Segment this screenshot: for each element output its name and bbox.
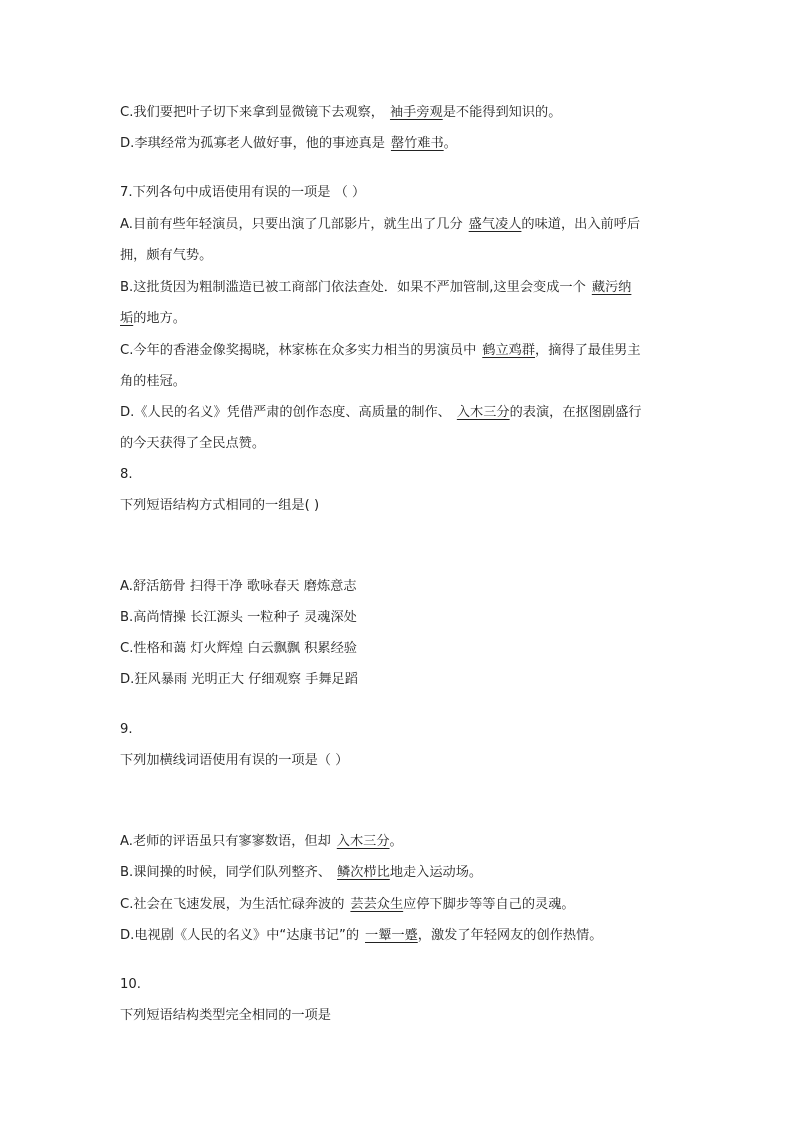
- q8-option-d: D.狂风暴雨 光明正大 仔细观察 手舞足蹈: [120, 672, 358, 687]
- q7-option-c: C.今年的香港金像奖揭晓，林家栋在众多实力相当的男演员中 鹤立鸡群，摘得了最佳男主: [120, 343, 641, 358]
- q8-number: 8.: [120, 467, 133, 482]
- q7-option-d-cont: 的今天获得了全民点赞。: [120, 436, 266, 451]
- q8-stem: 下列短语结构方式相同的一组是( ): [120, 498, 320, 513]
- underlined-term: 鳞次栉比: [337, 865, 390, 880]
- q7-option-d: D.《人民的名义》凭借严肃的创作态度、高质量的制作、 入木三分的表演，在抠图剧盛行: [120, 405, 642, 420]
- underlined-term: 垢: [120, 311, 134, 326]
- q9-option-a: A.老师的评语虽只有寥寥数语，但却 入木三分。: [120, 834, 403, 849]
- q9-option-c: C.社会在飞速发展，为生活忙碌奔波的 芸芸众生应停下脚步等等自己的灵魂。: [120, 897, 575, 912]
- underlined-term: 藏污纳: [591, 280, 632, 295]
- q10-number: 10.: [120, 977, 141, 992]
- underlined-term: 入木三分: [456, 405, 510, 420]
- q7-option-b-cont: 垢的地方。: [120, 311, 186, 326]
- q9-number: 9.: [120, 722, 133, 737]
- q7-option-a: A.目前有些年轻演员，只要出演了几部影片，就生出了几分 盛气凌人的味道，出入前呼后: [120, 217, 641, 232]
- underlined-term: 入木三分: [336, 834, 390, 849]
- q8-option-b: B.高尚情操 长江源头 一粒种子 灵魂深处: [120, 610, 357, 625]
- q8-option-a: A.舒活筋骨 扫得干净 歌咏春天 磨炼意志: [120, 579, 357, 594]
- underlined-term: 袖手旁观: [389, 105, 443, 120]
- underlined-term: 芸芸众生: [350, 897, 404, 912]
- q8-option-c: C.性格和蔼 灯火辉煌 白云飘飘 积累经验: [120, 641, 357, 656]
- q9-option-b: B.课间操的时候，同学们队列整齐、 鳞次栉比地走入运动场。: [120, 865, 483, 880]
- underlined-term: 罄竹难书: [390, 136, 444, 151]
- underlined-term: 盛气凌人: [468, 217, 522, 232]
- q7-stem: 7.下列各句中成语使用有误的一项是 （ ）: [120, 185, 366, 200]
- q10-stem: 下列短语结构类型完全相同的一项是: [120, 1008, 331, 1023]
- q7-option-c-cont: 角的桂冠。: [120, 374, 186, 389]
- q7-option-b: B.这批货因为粗制滥造已被工商部门依法查处．如果不严加管制,这里会变成一个 藏污纳: [120, 280, 632, 295]
- q9-option-d: D.电视剧《人民的名义》中“达康书记”的 一颦一蹙，激发了年轻网友的创作热情。: [120, 928, 603, 943]
- q6-option-c: C.我们要把叶子切下来拿到显微镜下去观察， 袖手旁观是不能得到知识的。: [120, 105, 562, 120]
- underlined-term: 一颦一蹙: [365, 928, 418, 943]
- underlined-term: 鹤立鸡群: [482, 343, 536, 358]
- q7-option-a-cont: 拥，颇有气势。: [120, 248, 213, 263]
- q9-stem: 下列加横线词语使用有误的一项是（ ）: [120, 753, 349, 768]
- q6-option-d: D.李琪经常为孤寡老人做好事，他的事迹真是 罄竹难书。: [120, 136, 457, 151]
